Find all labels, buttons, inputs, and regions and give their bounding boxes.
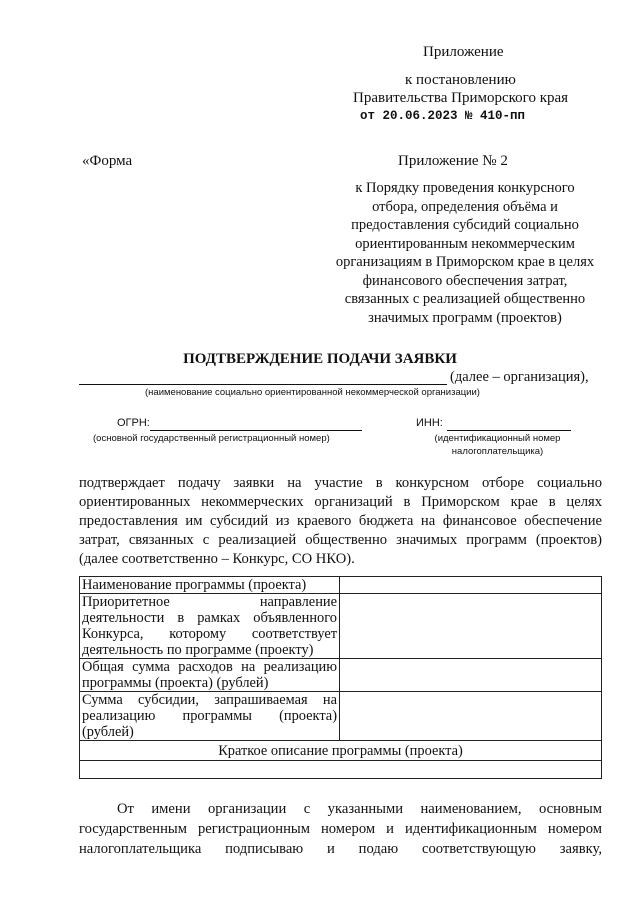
inn-caption-1: (идентификационный номер [434,433,561,444]
row-label-line: Общая сумма расходов на реализацию [82,659,337,675]
document-title: ПОДТВЕРЖДЕНИЕ ПОДАЧИ ЗАЯВКИ [183,351,457,367]
closing-text-line: От имени организации с указанными наименованием, основным [117,801,602,817]
inn-label: ИНН: [416,417,443,429]
inn-line[interactable] [447,430,571,431]
row-label-line: Конкурса, которому соответствует [82,626,337,642]
table-cell-label [80,577,340,594]
appendix2-line: к Порядку проведения конкурсного [355,180,575,196]
table-summary-header [80,741,602,761]
row-label-line: деятельность по программе (проекту) [82,642,314,658]
appendix2-block [315,179,615,327]
table-cell-value[interactable] [340,577,602,594]
appendix2-line: отбора, определения объёма и [372,198,558,215]
row-label-line: реализацию программы (проекта) [82,708,337,724]
header-government: Правительства Приморского края [353,90,569,106]
table-cell-label [80,659,340,692]
body-text-line: затрат, связанных с реализацией общественно значимых программ (проектов) [79,532,602,548]
appendix2-line: ориентированным некоммерческим [355,235,575,252]
form-label: «Форма [82,153,133,169]
table-cell-value[interactable] [340,659,602,692]
body-text-line: подтверждает подачу заявки на участие в конкурсном отборе социально [79,475,602,491]
closing-text-line: государственным регистрационным номером и идентификационным номером [79,821,602,837]
program-table [79,576,602,779]
ogrn-line[interactable] [150,430,362,431]
row-label-line: Сумма субсидии, запрашиваемая на [82,692,337,708]
table-cell-label [80,692,340,741]
row-label-line: Приоритетное направление [82,594,337,610]
table-summary-value[interactable] [80,761,602,779]
table-row [80,761,602,779]
row-label-program-name: Наименование программы (проекта) [82,577,307,593]
organization-suffix: (далее – организация), [450,369,589,385]
appendix2-line: организациям в Приморском крае в целях [335,254,595,270]
summary-header-label: Краткое описание программы (проекта) [218,742,463,759]
row-label-line: деятельности в рамках объявленного [82,610,337,626]
table-cell-value[interactable] [340,594,602,659]
table-cell-value[interactable] [340,692,602,741]
ogrn-caption: (основной государственный регистрационный номер) [93,433,330,444]
header-date-number: от 20.06.2023 № 410-пп [360,109,526,123]
table-row [80,659,602,692]
header-appendix: Приложение [423,44,504,60]
row-label-line: программы (проекта) (рублей) [82,675,269,691]
inn-caption-2: налогоплательщика) [451,446,544,457]
table-row [80,594,602,659]
appendix2-line: значимых программ (проектов) [368,309,562,326]
appendix2-line: связанных с реализацией общественно [344,291,586,307]
ogrn-label: ОГРН: [117,417,150,429]
appendix2-line: финансового обеспечения затрат, [362,272,568,289]
table-row [80,741,602,761]
closing-text-line: налогоплательщика подписываю и подаю соответствующую заявку, [79,841,602,857]
organization-name-line[interactable] [79,384,447,385]
body-text-line: предоставления им субсидий из краевого бюджета на финансовое обеспечение [79,513,602,529]
appendix2-title: Приложение № 2 [398,153,508,169]
table-row [80,577,602,594]
body-text-line: ориентированных некоммерческих организаций в Приморском крае в целях [79,494,602,510]
body-text-last-line: (далее соответственно – Конкурс, СО НКО). [79,551,355,567]
table-row [80,692,602,741]
organization-caption: (наименование социально ориентированной некоммерческой организации) [145,387,480,398]
appendix2-line: предоставления субсидий социально [351,217,579,233]
table-cell-label [80,594,340,659]
row-label-line: (рублей) [82,724,134,740]
header-to-resolution: к постановлению [405,72,516,88]
